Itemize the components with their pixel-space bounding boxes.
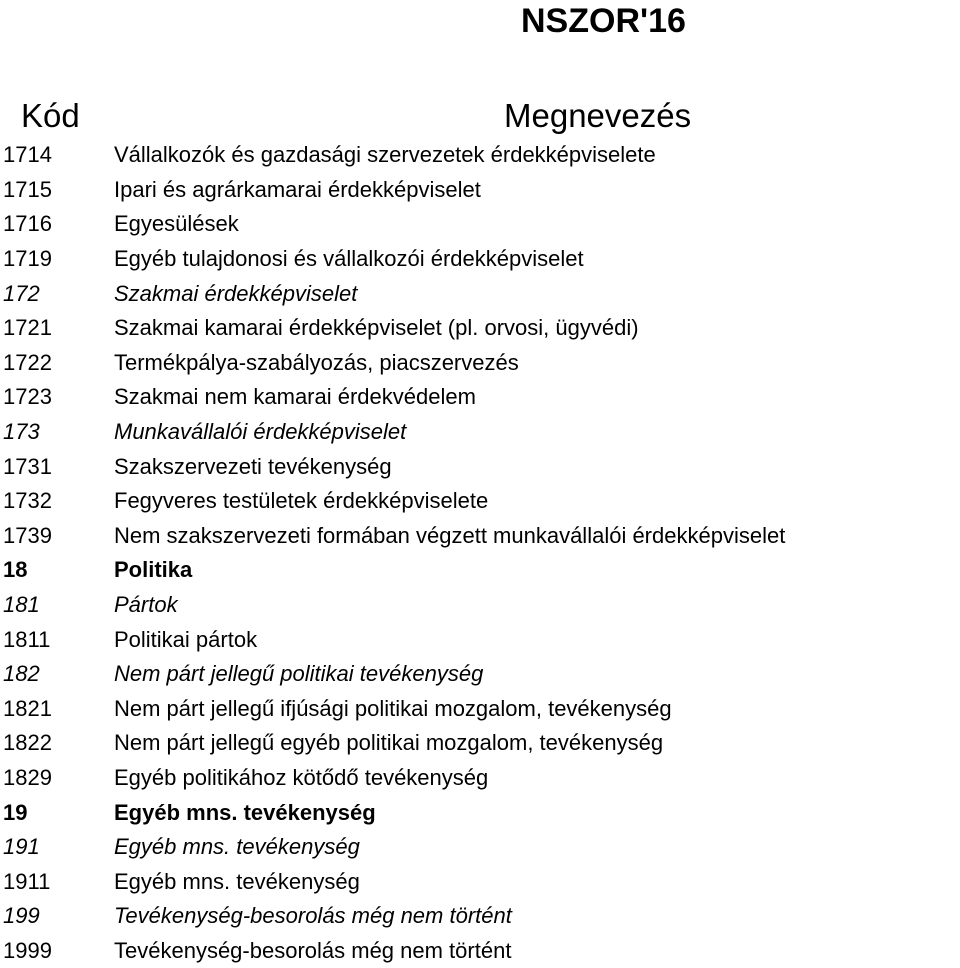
row-name: Nem párt jellegű egyéb politikai mozgalom, tevékenység <box>114 730 664 756</box>
row-code: 1822 <box>3 730 52 756</box>
row-name: Tevékenység-besorolás még nem történt <box>114 903 512 929</box>
row-code: 1715 <box>3 176 52 202</box>
row-code: 191 <box>3 834 40 860</box>
row-name: Egyesülések <box>114 211 239 237</box>
row-code: 1811 <box>3 626 51 652</box>
table-row <box>0 346 960 381</box>
row-code: 1999 <box>3 937 52 963</box>
row-code: 1722 <box>3 349 52 375</box>
table-row <box>0 138 960 173</box>
row-code: 19 <box>3 799 28 825</box>
row-code: 1721 <box>3 315 52 341</box>
row-name: Tevékenység-besorolás még nem történt <box>114 937 512 963</box>
table-row <box>0 380 960 415</box>
table-row <box>0 795 960 830</box>
row-code: 1714 <box>3 142 52 168</box>
table-row <box>0 588 960 623</box>
table-row <box>0 726 960 761</box>
row-name: Politika <box>114 557 193 583</box>
row-name: Munkavállalói érdekképviselet <box>114 419 407 445</box>
table-row <box>0 519 960 554</box>
table-row <box>0 934 960 968</box>
row-name: Nem párt jellegű ifjúsági politikai mozgalom, tevékenység <box>114 695 672 721</box>
table-row <box>0 657 960 692</box>
row-code: 172 <box>3 280 40 306</box>
table-row <box>0 242 960 277</box>
row-code: 18 <box>3 557 28 583</box>
row-name: Nem szakszervezeti formában végzett munkavállalói érdekképviselet <box>114 522 786 548</box>
table-row <box>0 761 960 796</box>
name-column-header: Megnevezés <box>504 97 692 134</box>
table-row <box>0 276 960 311</box>
row-name: Ipari és agrárkamarai érdekképviselet <box>114 176 481 202</box>
row-name: Egyéb mns. tevékenység <box>114 799 376 825</box>
table-row <box>0 622 960 657</box>
row-name: Egyéb politikához kötődő tevékenység <box>114 764 489 790</box>
table-row <box>0 899 960 934</box>
table-row <box>0 692 960 727</box>
row-name: Termékpálya-szabályozás, piacszervezés <box>114 349 519 375</box>
row-name: Egyéb mns. tevékenység <box>114 868 360 894</box>
row-code: 181 <box>3 592 40 618</box>
table-row <box>0 449 960 484</box>
table-row <box>0 864 960 899</box>
row-name: Nem párt jellegű politikai tevékenység <box>114 661 484 687</box>
row-code: 1723 <box>3 384 52 410</box>
table-row <box>0 173 960 208</box>
table-row <box>0 415 960 450</box>
row-code: 1911 <box>3 868 51 894</box>
row-name: Szakmai nem kamarai érdekvédelem <box>114 384 476 410</box>
classification-list <box>0 138 960 968</box>
row-name: Fegyveres testületek érdekképviselete <box>114 488 489 514</box>
table-row <box>0 311 960 346</box>
row-name: Pártok <box>114 592 178 618</box>
row-name: Szakmai érdekképviselet <box>114 280 358 306</box>
row-code: 1716 <box>3 211 52 237</box>
row-name: Egyéb mns. tevékenység <box>114 834 360 860</box>
row-code: 173 <box>3 419 40 445</box>
row-name: Vállalkozók és gazdasági szervezetek érdekképviselete <box>114 142 656 168</box>
row-code: 182 <box>3 661 40 687</box>
code-column-header: Kód <box>21 97 80 134</box>
row-code: 1821 <box>3 695 52 721</box>
row-name: Egyéb tulajdonosi és vállalkozói érdekképviselet <box>114 246 584 272</box>
row-name: Politikai pártok <box>114 626 258 652</box>
row-code: 1829 <box>3 764 52 790</box>
table-row <box>0 207 960 242</box>
document-title: NSZOR'16 <box>521 2 686 40</box>
row-code: 1739 <box>3 522 52 548</box>
row-code: 1732 <box>3 488 52 514</box>
row-code: 1719 <box>3 246 52 272</box>
row-code: 199 <box>3 903 40 929</box>
row-name: Szakmai kamarai érdekképviselet (pl. orvosi, ügyvédi) <box>114 315 639 341</box>
row-name: Szakszervezeti tevékenység <box>114 453 392 479</box>
table-row <box>0 830 960 865</box>
row-code: 1731 <box>3 453 52 479</box>
table-row <box>0 553 960 588</box>
table-row <box>0 484 960 519</box>
